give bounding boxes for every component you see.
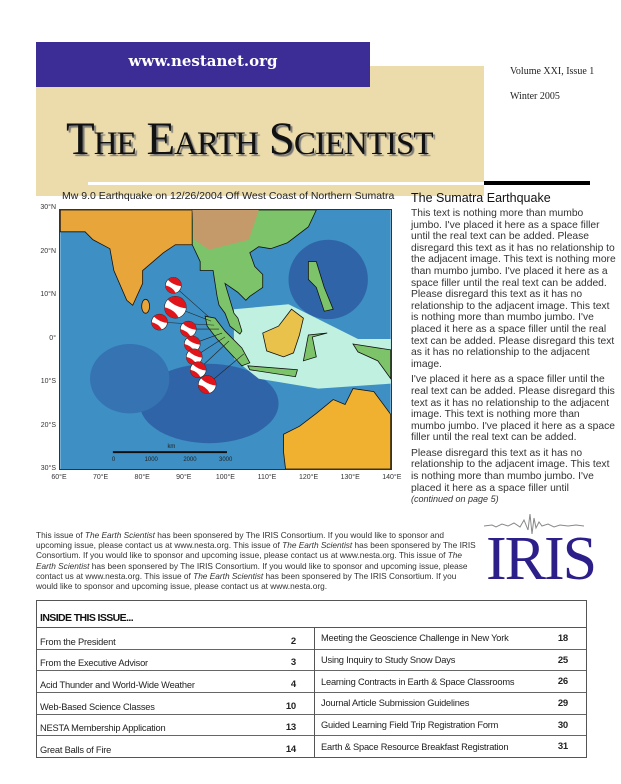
article	[411, 191, 616, 504]
toc-entry[interactable]	[315, 628, 586, 650]
sponsor-text: has been sponsered by The IRIS Consortium. If you would like to sponsor and upcoming issue, please contact us at www.nesta.org.	[36, 560, 468, 581]
toc-entry[interactable]	[315, 650, 586, 672]
article-paragraph	[411, 448, 616, 504]
longitude-label: 90°E	[176, 474, 192, 481]
toc-entry-title: Web-Based Science Classes	[40, 701, 155, 712]
map-title: Mw 9.0 Earthquake on 12/26/2004 Off West Coast of Northern Sumatra	[62, 190, 395, 202]
toc-entry-page: 31	[557, 741, 568, 753]
scale-unit: km	[167, 444, 176, 451]
sponsor-notice	[36, 530, 476, 591]
toc-entry[interactable]	[315, 671, 586, 693]
latitude-label: 10°N	[40, 291, 56, 298]
longitude-label: 100°E	[215, 474, 235, 481]
latitude-label: 10°S	[40, 378, 56, 385]
publication-name: The Earth Scientist	[282, 540, 353, 551]
toc-entry-page: 13	[285, 722, 296, 734]
longitude-label: 120°E	[299, 474, 319, 481]
toc-entry[interactable]	[37, 693, 314, 715]
scale-tick: 3000	[219, 457, 233, 464]
toc-entry[interactable]	[37, 715, 314, 737]
toc-entry-page: 30	[557, 719, 568, 731]
toc-entry-page: 2	[290, 635, 296, 647]
toc-entry[interactable]	[37, 650, 314, 672]
article-heading: The Sumatra Earthquake	[411, 191, 551, 205]
toc-entry[interactable]	[315, 693, 586, 715]
focal-mechanism-beachball	[152, 314, 168, 330]
focal-mechanism-beachball	[180, 321, 196, 337]
table-of-contents	[36, 600, 587, 758]
toc-entry-title: Meeting the Geoscience Challenge in New York	[321, 633, 509, 644]
toc-entry[interactable]	[315, 736, 586, 757]
article-paragraph: This text is nothing more than mumbo jumbo. I've placed it here as a space filler until the real text can be added. Please disregard this text as it has no relationship to the adjacent image. This text is nothing more than mumbo jumbo. I've placed it here as a space filler until the real text can be added. Please disregard this text as it has no relationship to the adjacent image. This text is nothing more than mumbo jumbo. I've placed it here as a space filler until the real text can be added. Please disregard this text as it has no relationship to the adjacent image.	[411, 208, 616, 370]
focal-mechanism-beachball	[164, 296, 186, 318]
toc-entry-title: Earth & Space Resource Breakfast Registration	[321, 741, 509, 752]
publication-name: The Earth Scientist	[84, 530, 155, 540]
toc-entry[interactable]	[37, 736, 314, 757]
toc-entry[interactable]	[37, 671, 314, 693]
longitude-label: 70°E	[92, 474, 109, 481]
sponsor-text: This issue of	[36, 530, 85, 540]
latitude-label: 20°N	[40, 248, 56, 255]
article-paragraph: I've placed it here as a space filler until the real text can be added. Please disregard this text as it has no relationship to the adjacent image. This text is nothing more than mumbo jumbo. I've placed it here as a space filler until the real text can be added.	[411, 374, 616, 444]
issue-date: Winter 2005	[510, 91, 560, 102]
toc-entry-title: From the Executive Advisor	[40, 658, 148, 669]
toc-entry-page: 14	[285, 744, 296, 756]
toc-entry-title: Guided Learning Field Trip Registration Form	[321, 720, 499, 731]
longitude-label: 110°E	[257, 474, 277, 481]
toc-entry-title: Learning Contracts in Earth & Space Classrooms	[321, 676, 515, 687]
earthquake-map	[59, 209, 392, 470]
continued-link[interactable]: (continued on page 5)	[411, 494, 499, 505]
volume-issue: Volume XXI, Issue 1	[510, 66, 595, 77]
toc-left-column	[37, 628, 314, 757]
longitude-label: 140°E	[382, 474, 402, 481]
focal-mechanism-beachball	[198, 376, 216, 394]
toc-entry[interactable]	[315, 715, 586, 737]
toc-right-column	[314, 628, 586, 757]
sponsor-text: has been sponsered by The IRIS Consortium. If you would like to sponsor and upcoming issue, please contact us at www.nesta.org.	[36, 530, 445, 551]
latitude-label: 20°S	[40, 422, 56, 429]
longitude-label: 130°E	[340, 474, 360, 481]
longitude-label: 80°E	[134, 474, 150, 481]
toc-entry-title: From the President	[40, 636, 116, 647]
toc-entry-title: Using Inquiry to Study Snow Days	[321, 655, 456, 665]
toc-entry[interactable]	[37, 628, 314, 650]
latitude-label: 30°S	[40, 465, 56, 472]
toc-entry-page: 3	[290, 657, 296, 669]
toc-heading: INSIDE THIS ISSUE...	[37, 601, 586, 628]
toc-entry-page: 26	[557, 676, 568, 688]
scale-tick: 2000	[183, 457, 197, 464]
title-underline	[88, 182, 484, 185]
toc-entry-title: Acid Thunder and World-Wide Weather	[40, 680, 195, 691]
deep-ocean	[90, 344, 169, 413]
toc-entry-page: 18	[557, 632, 568, 644]
sponsor-text: This issue of	[233, 540, 283, 551]
sponsor-text: This issue of	[144, 570, 194, 581]
sponsor-text: has been sponsered by The IRIS Consortium. If you would like to sponsor and upcoming issue, please contact us at www.nesta.org.	[36, 540, 476, 561]
publication-name: The Earth Scientist	[36, 550, 462, 571]
sponsor-text: has been sponsered by The IRIS Consortium. If you would like to sponsor and upcoming issue, please contact us at www.nesta.org.	[36, 570, 457, 592]
iris-logo: IRIS	[486, 525, 596, 593]
toc-entry-page: 4	[290, 679, 296, 691]
sponsor-text: This issue of	[398, 550, 448, 561]
title-rule	[484, 181, 590, 185]
article-paragraph-text: Please disregard this text as it has no relationship to the adjacent image. This text is nothing more than mumbo jumbo. I've placed it here as a space filler until	[411, 447, 610, 494]
toc-entry-page: 10	[285, 700, 296, 712]
longitude-label: 60°E	[51, 474, 67, 481]
toc-entry-title: Great Balls of Fire	[40, 745, 112, 756]
website-banner[interactable]: www.nestanet.org	[36, 42, 370, 87]
toc-entry-title: NESTA Membership Application	[40, 723, 166, 734]
scale-tick: 0	[111, 457, 116, 464]
latitude-label: 30°N	[40, 204, 56, 211]
toc-entry-page: 25	[557, 654, 568, 666]
toc-entry-page: 29	[557, 697, 568, 709]
publication-name: The Earth Scientist	[193, 570, 264, 581]
focal-mechanism-beachball	[165, 277, 181, 293]
latitude-label: 0°	[49, 335, 56, 342]
toc-entry-title: Journal Article Submission Guidelines	[321, 698, 470, 709]
focal-mechanism-beachball	[190, 362, 206, 378]
scale-tick: 1000	[144, 457, 158, 464]
sri-lanka	[142, 299, 150, 313]
newsletter-title: The Earth Scientist	[66, 113, 433, 165]
